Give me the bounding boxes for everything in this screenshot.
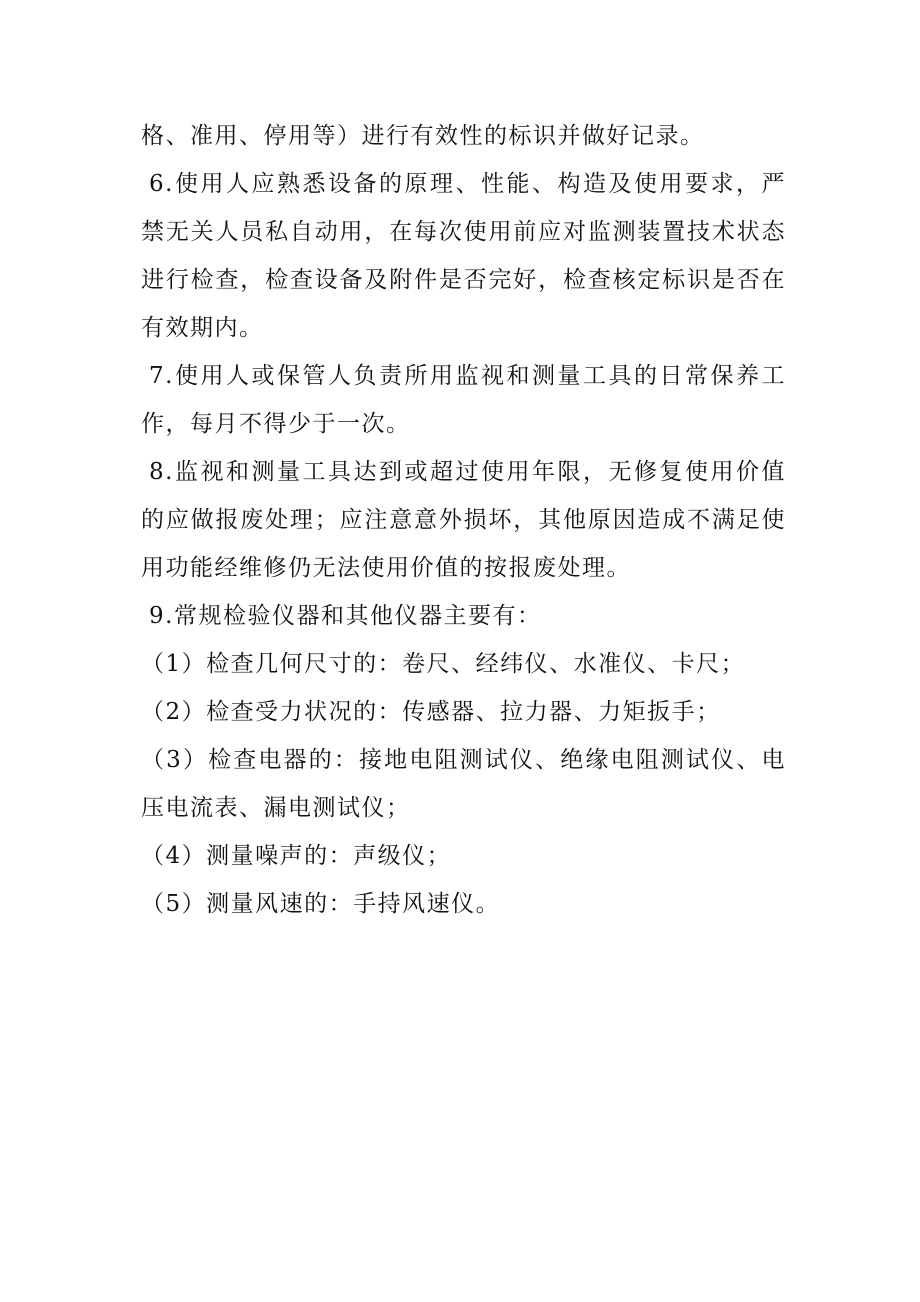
- text-line: 压电流表、漏电测试仪；: [141, 795, 411, 821]
- text-line: 用功能经维修仍无法使用价值的按报废处理。: [141, 555, 631, 581]
- text-line: （3）检查电器的：接地电阻测试仪、绝缘电阻测试仪、电: [141, 747, 786, 773]
- text-line: 格、准用、停用等）进行有效性的标识并做好记录。: [141, 123, 705, 149]
- document-body: [141, 112, 786, 928]
- text-line: 的应做报废处理；应注意意外损坏，其他原因造成不满足使: [141, 507, 786, 533]
- text-line: （5）测量风速的：手持风速仪。: [141, 891, 501, 917]
- text-line: 6.使用人应熟悉设备的原理、性能、构造及使用要求，严: [149, 171, 786, 197]
- text-line: 7.使用人或保管人负责所用监视和测量工具的日常保养工: [149, 363, 786, 389]
- text-line: 作，每月不得少于一次。: [141, 411, 411, 437]
- text-line: 8.监视和测量工具达到或超过使用年限，无修复使用价值: [149, 459, 786, 485]
- text-line: （2）检查受力状况的：传感器、拉力器、力矩扳手；: [141, 699, 721, 725]
- text-line: 9.常规检验仪器和其他仪器主要有：: [149, 603, 542, 629]
- text-line: 进行检查，检查设备及附件是否完好，检查核定标识是否在: [141, 267, 786, 293]
- text-line: （1）检查几何尺寸的：卷尺、经纬仪、水准仪、卡尺；: [141, 651, 746, 677]
- text-line: 有效期内。: [141, 315, 264, 341]
- text-line: 禁无关人员私自动用，在每次使用前应对监测装置技术状态: [141, 219, 786, 245]
- text-line: （4）测量噪声的：声级仪；: [141, 843, 452, 869]
